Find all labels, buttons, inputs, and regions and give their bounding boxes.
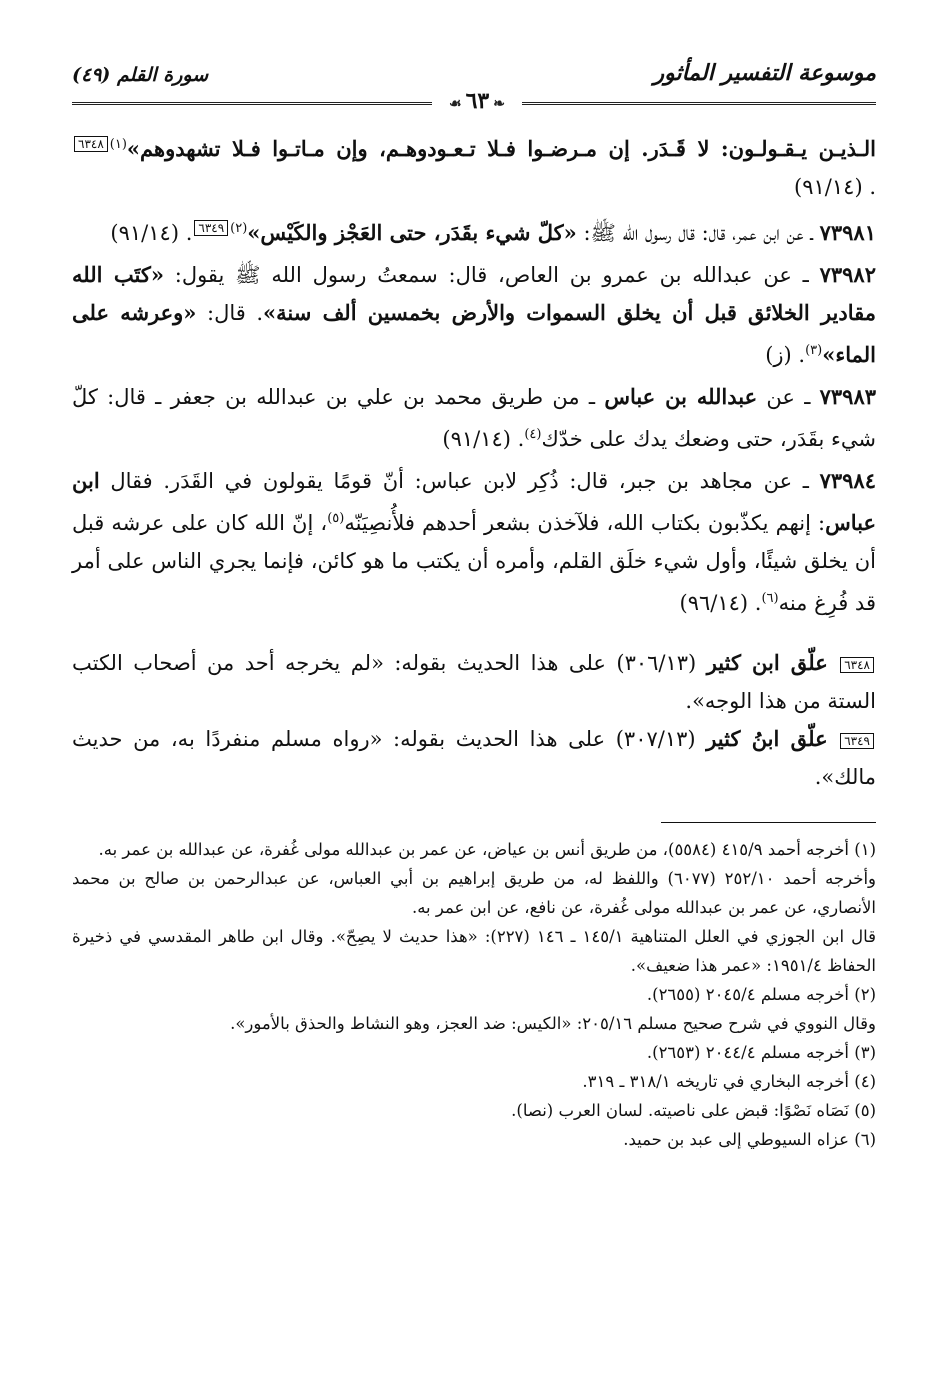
section-gap: [72, 626, 876, 644]
volume-citation: . (٩١/١٤): [794, 175, 876, 199]
footnote: (١) أخرجه أحمد ٤١٥/٩ (٥٥٨٤)، من طريق أنس بن عياض، عن عمر بن عبدالله مولى غُفرة، عن عبدالله بن عمر به.: [98, 840, 876, 859]
narrator-name: ابن عباس: [72, 468, 876, 535]
volume-citation: . (٩١/١٤): [110, 221, 193, 245]
ornament-icon: ❧: [493, 96, 505, 112]
volume-citation: . (٩١/١٤): [442, 427, 525, 451]
surah-title: سورة القلم (٤٩): [72, 64, 209, 86]
hadith-text: ـ عن ابن عمر، قال: قال رسول الله ﷺ:: [576, 221, 820, 245]
footnotes: [72, 835, 876, 1154]
comment-ref-box: ٦٣٤٩: [194, 220, 228, 236]
book-title: موسوعة التفسير المأثور: [653, 60, 876, 86]
footnote-marker: (٦): [761, 591, 779, 606]
hadith-entry: [72, 256, 876, 374]
page-header: [72, 56, 876, 126]
page-number: ٦٣: [465, 88, 490, 114]
footnote-separator: [661, 822, 876, 823]
hadith-number: ٧٣٩٨٣: [819, 384, 877, 409]
comment-ref-box: ٦٣٤٩: [840, 733, 874, 749]
page-number-block: [432, 88, 522, 114]
footnote-marker: (٢): [230, 221, 248, 236]
volume-citation: . (٩٦/١٤): [679, 591, 762, 615]
footnote-marker: (٣): [805, 343, 823, 358]
commentary-author: علّق ابنُ كثير: [706, 726, 828, 751]
hadith-quote: «وعرشه على الماء»: [72, 300, 876, 367]
hadith-quote: «كتَب الله مقادير الخلائق قبل أن يخلق السموات والأرض بخمسين ألف سنة»: [72, 262, 877, 325]
hadith-entry: [72, 462, 876, 622]
footnote-marker: (٥): [327, 511, 345, 526]
hadith-text: ـ عن مجاهد بن جبر، قال: ذُكِر لابن عباس: أنّ قومًا يقولون في القَدَر. فقال: [99, 469, 820, 493]
footnote: (٦) عزاه السيوطي إلى عبد بن حميد.: [623, 1130, 876, 1149]
footnote: (٤) أخرجه البخاري في تاريخه ٣١٨/١ ـ ٣١٩.: [582, 1072, 876, 1091]
hadith-text: ـ عن: [757, 385, 820, 409]
hadith-entry: [72, 210, 876, 252]
comment-ref-box: ٦٣٤٨: [74, 136, 108, 152]
footnote: وأخرجه أحمد ٢٥٢/١٠ (٦٠٧٧) واللفظ له، من طريق إبراهيم بن أبي العباس، عن عبدالرحمن بن صالح بن محمد الأنصاري، عن عمر بن عبدالله مولى غُفرة، عن نافع، عن ابن عمر به.: [72, 869, 876, 917]
commentary-note: [72, 644, 876, 720]
footnote: (٢) أخرجه مسلم ٢٠٤٥/٤ (٢٦٥٥).: [646, 985, 876, 1004]
footnote-marker: (١): [109, 137, 127, 152]
hadith-number: ٧٣٩٨٤: [819, 468, 876, 493]
comment-ref-box: ٦٣٤٨: [840, 657, 874, 673]
ornament-icon: ☙: [449, 96, 462, 112]
hadith-number: ٧٣٩٨٢: [819, 262, 876, 287]
hadith-text: : إنهم يكذّبون بكتاب الله، فلآخذن بشعر أحدهم فلأُنصِيَنّه: [344, 511, 826, 535]
hadith-quote: «كلّ شيء بقَدَر، حتى العَجْز والكَيْس»: [247, 220, 577, 245]
page: [72, 56, 876, 1154]
hadith-text: . قال:: [196, 301, 264, 325]
hadith-entry: [72, 126, 876, 206]
footnote: (٥) نَصَاه نَصْوًا: قبض على ناصيته. لسان العرب (نصا).: [511, 1101, 876, 1120]
commentary-text: (٣٠٦/١٣) على هذا الحديث بقوله: «لم يخرجه أحد من أصحاب الكتب الستة من هذا الوجه».: [72, 651, 876, 713]
commentary-text: (٣٠٧/١٣) على هذا الحديث بقوله: «رواه مسلم منفردًا به، من حديث مالك».: [72, 727, 876, 789]
hadith-text: ـ من طريق محمد بن علي بن عبدالله بن جعفر ـ قال: كلّ شيء بقَدَر، حتى وضعك يدك على خدّك: [72, 385, 876, 451]
footnote-marker: (٤): [524, 427, 542, 442]
hadith-text: ، إنّ الله كان على عرشه قبل أن يخلق شيئًا، وأول شيء خلَق القلم، وأمره أن يكتب ما هو كائن، فإنما يجري الناس على أمر قد فُرِغ منه: [72, 511, 876, 615]
commentary-author: علّق ابن كثير: [706, 650, 828, 675]
narrator-name: عبدالله بن عباس: [604, 384, 758, 409]
volume-citation: . (ز): [765, 343, 806, 367]
footnote: قال ابن الجوزي في العلل المتناهية ١٤٥/١ ـ ١٤٦ (٢٢٧): «هذا حديث لا يصِحّ». وقال ابن طاهر المقدسي في ذخيرة الحفاظ ١٩٥١/٤: «عمر هذا ضعيف».: [72, 927, 877, 975]
hadith-number: ٧٣٩٨١: [819, 220, 876, 245]
commentary-notes: [72, 644, 876, 796]
hadith-text: ـ عن عبدالله بن عمرو بن العاص، قال: سمعتُ رسول الله ﷺ يقول:: [163, 263, 820, 287]
footnote: (٣) أخرجه مسلم ٢٠٤٤/٤ (٢٦٥٣).: [646, 1043, 876, 1062]
hadith-entry: [72, 378, 876, 458]
footnote: وقال النووي في شرح صحيح مسلم ٢٠٥/١٦: «الكيس: ضد العجز، وهو النشاط والحذق بالأمور».: [230, 1014, 876, 1033]
hadith-text: الـذيـن يـقـولـون: لا قَـدَر. إن مـرضـوا فـلا تـعـودوهـم، وإن مـاتـوا فـلا تشهدوهم»: [126, 136, 876, 161]
commentary-note: [72, 720, 876, 796]
